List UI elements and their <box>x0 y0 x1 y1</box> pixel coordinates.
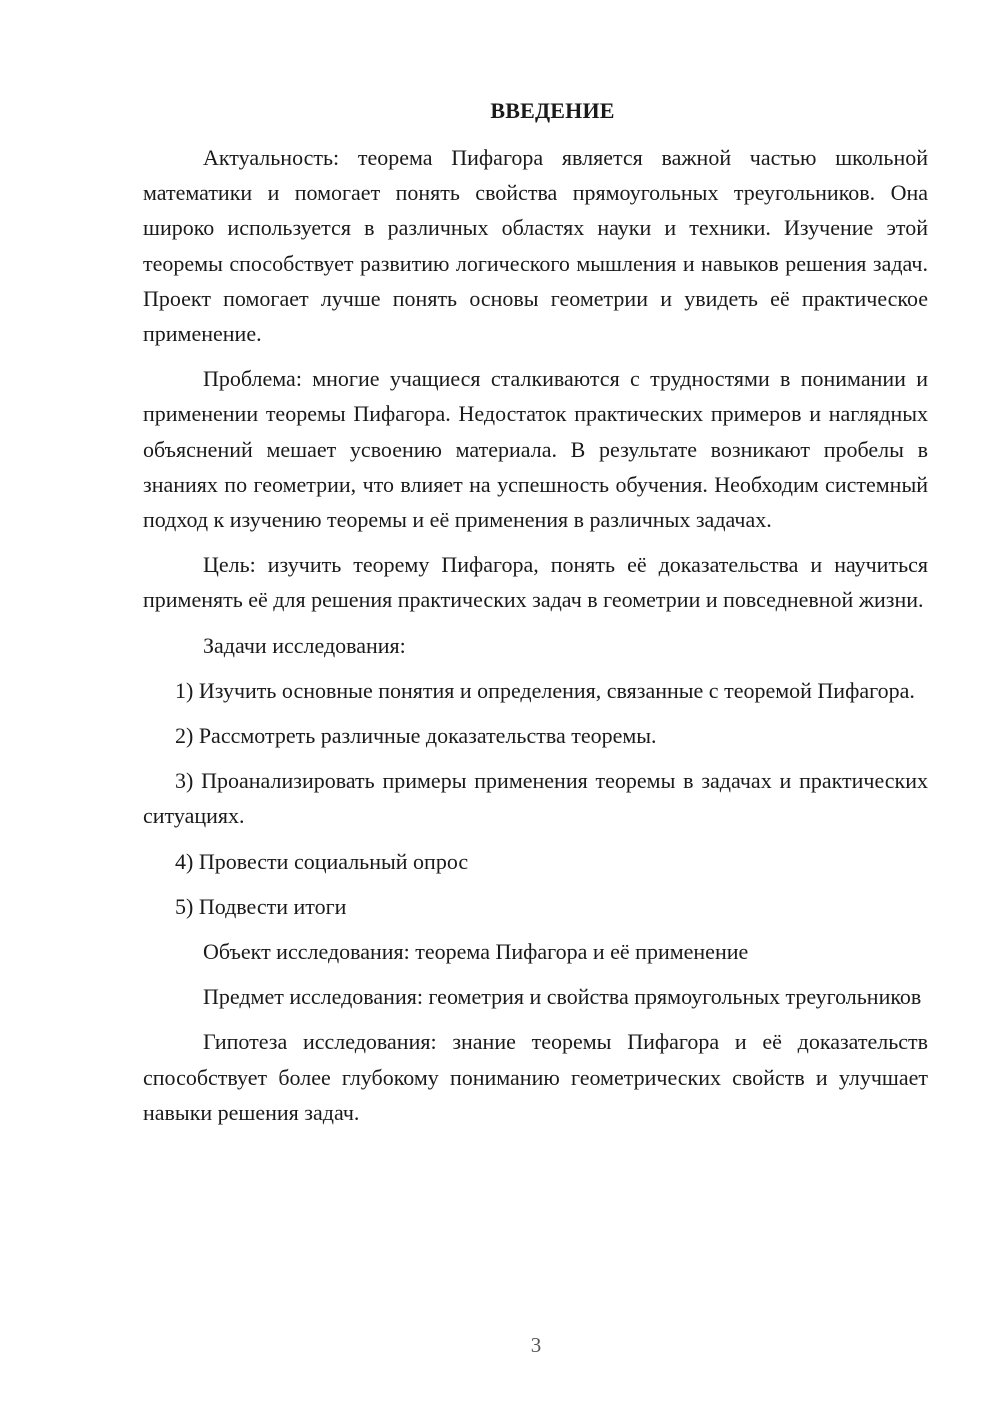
list-item: 3) Проанализировать примеры применения теоремы в задачах и практических ситуациях. <box>143 768 928 829</box>
list-item: 5) Подвести итоги <box>175 893 347 919</box>
list-item: 2) Рассмотреть различные доказательства теоремы. <box>175 723 657 749</box>
tasks-title: Задачи исследования: <box>203 632 406 658</box>
problem-paragraph: Проблема: многие учащиеся сталкиваются с трудностями в понимании и применении теоремы Пифагора. Недостаток практических примеров и наглядных объяснений мешает усвоению материала. В результате возникают пробелы в знаниях по геометрии, что влияет на успешность обучения. Необходим системный подход к изучению теоремы и её применения в различных задачах. <box>143 366 928 533</box>
object-paragraph: Объект исследования: теорема Пифагора и её применение <box>203 939 749 965</box>
page-content <box>143 96 928 1140</box>
relevance-paragraph: Актуальность: теорема Пифагора является важной частью школьной математики и помогает понять свойства прямоугольных треугольников. Она широко используется в различных областях науки и техники. Изучение этой теоремы способствует развитию логического мышления и навыков решения задач. Проект помогает лучше понять основы геометрии и увидеть её практическое применение. <box>143 145 928 347</box>
hypothesis-paragraph: Гипотеза исследования: знание теоремы Пифагора и её доказательств способствует более глубокому пониманию геометрических свойств и улучшает навыки решения задач. <box>143 1029 928 1125</box>
list-item: 4) Провести социальный опрос <box>175 848 469 874</box>
list-item: 1) Изучить основные понятия и определения, связанные с теоремой Пифагора. <box>175 677 915 703</box>
goal-paragraph: Цель: изучить теорему Пифагора, понять её доказательства и научиться применять её для решения практических задач в геометрии и повседневной жизни. <box>143 552 928 613</box>
page-number: 3 <box>530 1333 542 1357</box>
subject-paragraph: Предмет исследования: геометрия и свойства прямоугольных треугольников <box>203 984 922 1010</box>
page-title: ВВЕДЕНИЕ <box>490 98 615 123</box>
